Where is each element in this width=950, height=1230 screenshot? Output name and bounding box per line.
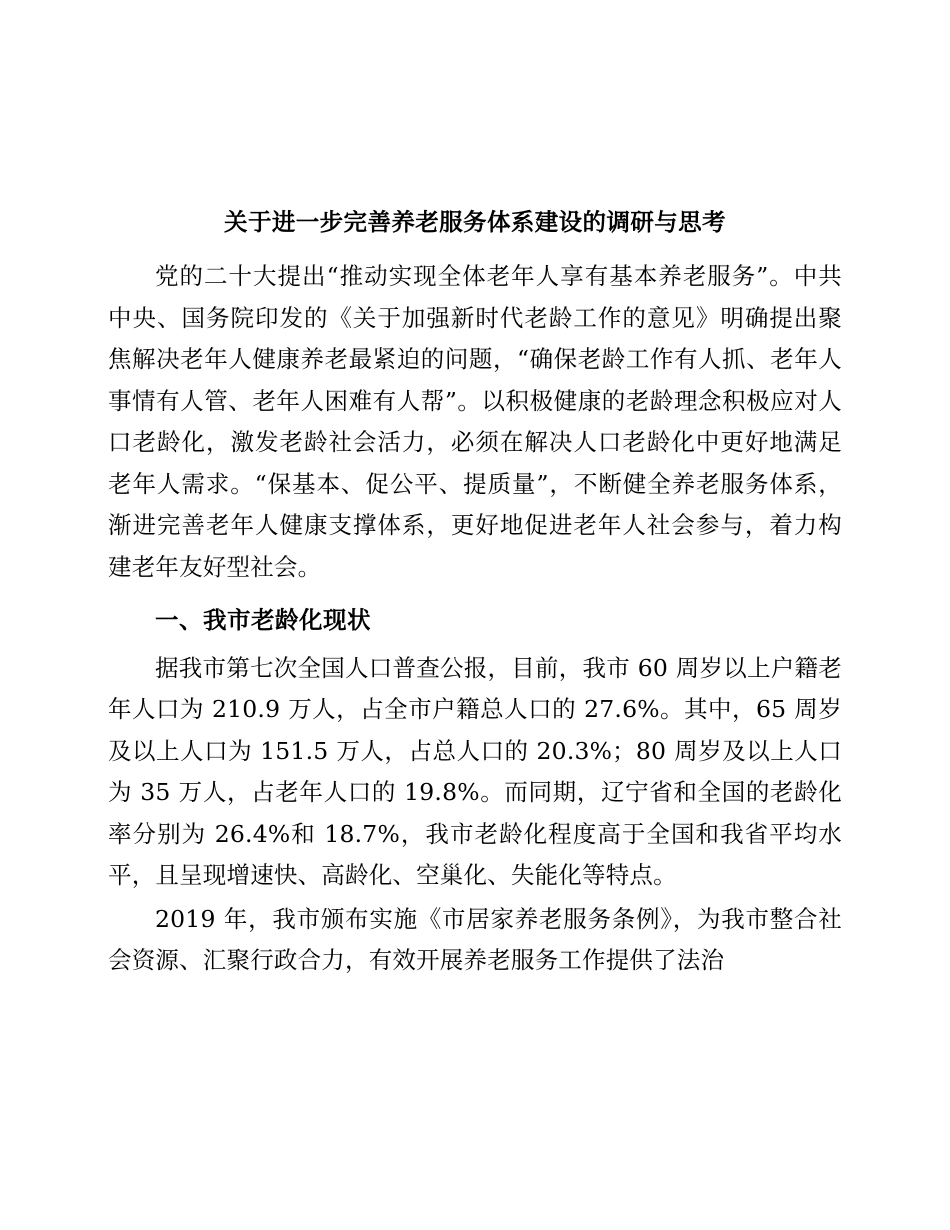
paragraph-regulation-2019: 2019 年，我市颁布实施《市居家养老服务条例》，为我市整合社会资源、汇聚行政合力，有效开展养老服务工作提供了法治 xyxy=(108,904,842,975)
section-heading-1: 一、我市老龄化现状 xyxy=(155,606,371,635)
page-title: 关于进一步完善养老服务体系建设的调研与思考 xyxy=(224,208,726,236)
paragraph-aging-statistics: 据我市第七次全国人口普查公报，目前，我市 60 周岁以上户籍老年人口为 210.9 万人，占全市户籍总人口的 27.6%。其中，65 周岁及以上人口为 151.5 万人，占总人口的 20.3%；80 周岁及以上人口为 35 万人，占老年人口的 19.8%。而同期，辽宁省和全国的老龄化率分别为 26.4%和 18.7%，我市老龄化程度高于全国和我省平均水平，且呈现增速快、高龄化、空巢化、失能化等特点。 xyxy=(108,653,842,890)
paragraph-intro: 党的二十大提出“推动实现全体老年人享有基本养老服务”。中共中央、国务院印发的《关于加强新时代老龄工作的意见》明确提出聚焦解决老年人健康养老最紧迫的问题，“确保老龄工作有人抓、老年人事情有人管、老年人困难有人帮”。以积极健康的老龄理念积极应对人口老龄化，激发老龄社会活力，必须在解决人口老龄化中更好地满足老年人需求。“保基本、促公平、提质量”，不断健全养老服务体系，渐进完善老年人健康支撑体系，更好地促进老年人社会参与，着力构建老年友好型社会。 xyxy=(108,262,842,581)
